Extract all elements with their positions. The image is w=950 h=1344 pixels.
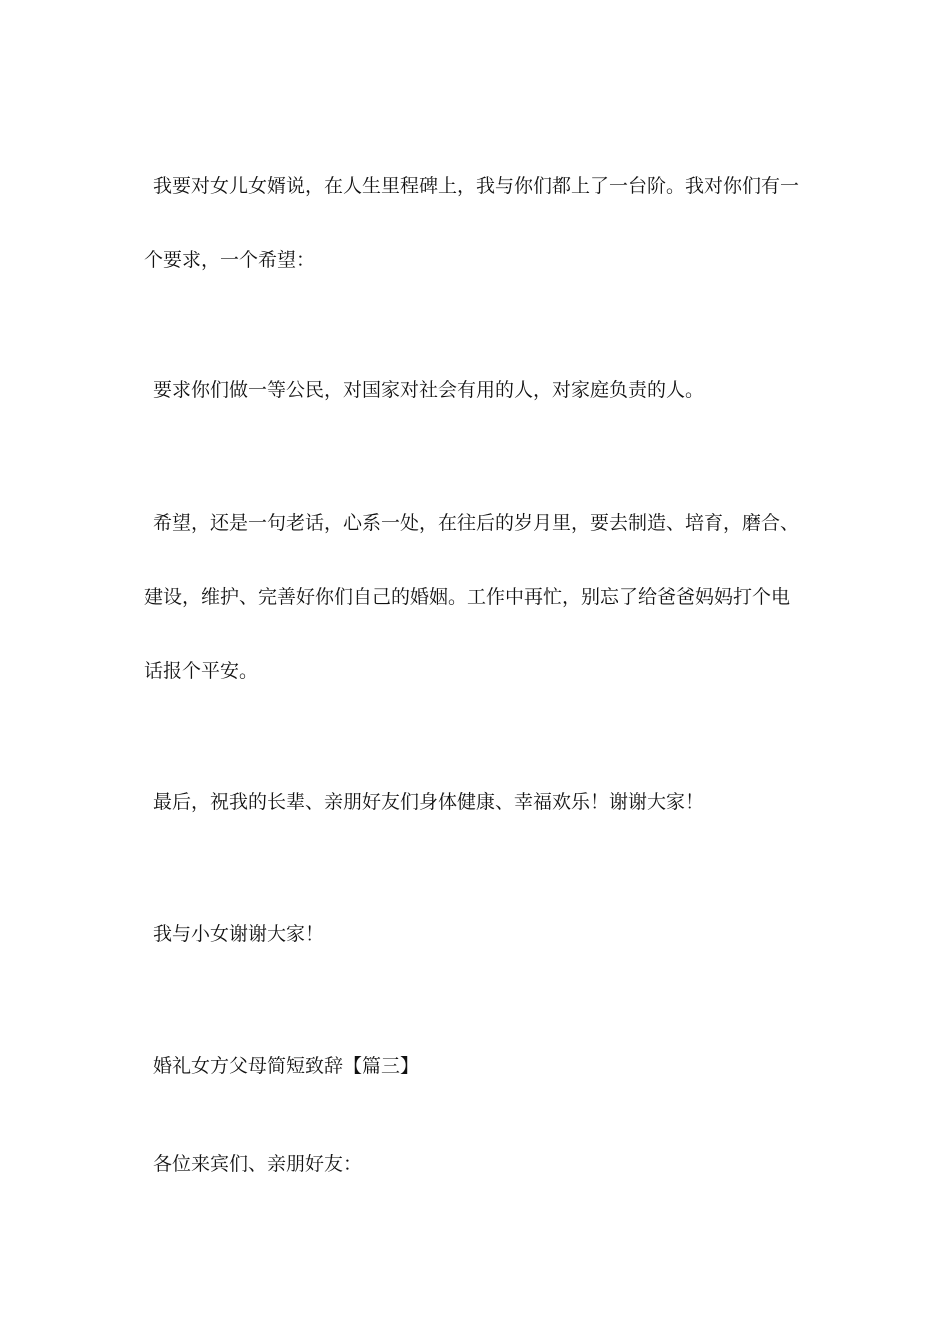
paragraph-2-line-1: 要求你们做一等公民，对国家对社会有用的人，对家庭负责的人。 bbox=[153, 379, 705, 401]
paragraph-1-line-1: 我要对女儿女婿说，在人生里程碑上，我与你们都上了一台阶。我对你们有一 bbox=[153, 175, 800, 197]
paragraph-5-line-1: 我与小女谢谢大家！ bbox=[153, 923, 325, 945]
paragraph-4-line-1: 最后，祝我的长辈、亲朋好友们身体健康、幸福欢乐！谢谢大家！ bbox=[153, 791, 705, 813]
section-heading: 婚礼女方父母简短致辞【篇三】 bbox=[153, 1055, 420, 1077]
salutation-line: 各位来宾们、亲朋好友： bbox=[153, 1153, 363, 1175]
paragraph-3-line-1: 希望，还是一句老话，心系一处，在往后的岁月里，要去制造、培育，磨合、 bbox=[153, 512, 800, 534]
paragraph-1-line-2: 个要求，一个希望： bbox=[144, 249, 316, 271]
paragraph-3-line-3: 话报个平安。 bbox=[144, 660, 259, 682]
paragraph-3-line-2: 建设，维护、完善好你们自己的婚姻。工作中再忙，别忘了给爸爸妈妈打个电 bbox=[144, 586, 791, 608]
